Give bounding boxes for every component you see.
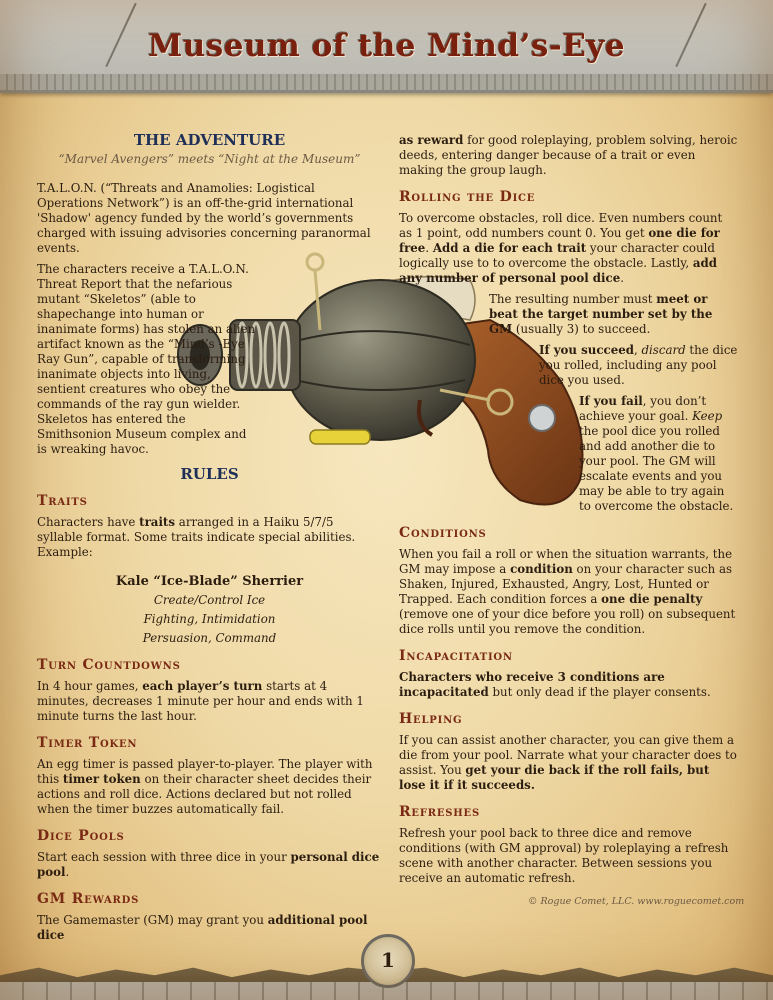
traits-heading: Traits xyxy=(37,493,88,509)
incapacitation-paragraph xyxy=(399,670,739,700)
helping-heading: Helping xyxy=(399,711,463,727)
bold-span: timer token xyxy=(62,772,141,786)
threat-report-text: The characters receive a T.A.L.O.N. Threat Report that the nefarious mutant “Skeletos” (able to shapechange into human or inanimate forms) has stolen an alien artifact known as the “Mind’s -Eye Ray Gun”, capable of transforming inanimate objects into living, sentient creatures who obey the commands of the ray gun wielder. Skeletos has entered the Smithsonion Museum complex and is wreaking havoc. xyxy=(37,262,256,456)
helping-paragraph xyxy=(399,733,739,793)
text-span: the dice you rolled, including any pool dice you used. xyxy=(539,343,738,387)
turn-countdowns-heading: Turn Countdowns xyxy=(37,657,181,673)
adventure-heading: THE ADVENTURE xyxy=(133,131,286,149)
left-column xyxy=(37,133,382,949)
bold-span: as reward xyxy=(399,133,464,147)
bold-span: condition xyxy=(510,562,573,576)
text-span: When you fail a roll or when the situation warrants, the GM may impose a xyxy=(399,547,733,576)
talon-paragraph: T.A.L.O.N. (“Threats and Anamolies: Logistical Operations Network”) is an off-the-grid international 'Shadow' agency funded by the world’s governments charged with issuing advisories concerning paranormal events. xyxy=(37,181,371,255)
text-span: starts at 4 minutes, decreases 1 minute per hour and ends with 1 minute turns the last hour. xyxy=(37,679,364,723)
adventure-subtitle: “Marvel Avengers” meets “Night at the Museum” xyxy=(58,152,361,166)
dice-pools-paragraph xyxy=(37,850,382,880)
text-span: (remove one of your dice before you roll) on subsequent dice rolls until you remove the condition. xyxy=(399,607,736,636)
bold-span: If you succeed xyxy=(539,343,634,357)
timer-token-heading: Timer Token xyxy=(37,735,138,751)
text-span: If you can assist another character, you can give them a die from your pool. Narrate what your character does to assist. You xyxy=(399,733,737,777)
bold-span: get your die back if the roll fails, but lose it if it succeeds. xyxy=(399,763,710,792)
italic-span: Keep xyxy=(692,409,723,423)
text-span: The Gamemaster (GM) may grant you xyxy=(37,913,268,927)
bold-span: additional pool dice xyxy=(37,913,368,942)
text-span: , xyxy=(633,343,642,357)
fail-paragraph xyxy=(579,394,739,514)
example-trait-line: Fighting, Intimidation xyxy=(143,612,276,626)
right-column xyxy=(399,133,739,892)
bold-span: Add a die for each trait xyxy=(432,241,587,255)
text-span: In 4 hour games, xyxy=(37,679,143,693)
threat-report-paragraph xyxy=(37,262,257,457)
rolling-dice-paragraph xyxy=(399,211,739,286)
text-span: the pool dice you rolled and add another die to your pool. The GM will escalate events and you may be able to try again to overcome the obstacle. xyxy=(579,424,734,513)
refreshes-paragraph: Refresh your pool back to three dice and remove conditions (with GM approval) by roleplaying a refresh scene with another character. Between sessions you receive an automatic refresh. xyxy=(399,826,729,885)
text-span: . xyxy=(65,865,70,879)
copyright-notice: © Rogue Comet, LLC. www.roguecomet.com xyxy=(528,896,745,907)
target-number-paragraph xyxy=(489,292,739,337)
gm-rewards-heading: GM Rewards xyxy=(37,891,140,907)
stone-band xyxy=(0,74,773,90)
text-span: , you don’t achieve your goal. xyxy=(579,394,707,423)
text-span: . xyxy=(620,271,624,285)
text-span: Characters have xyxy=(37,515,140,529)
example-trait-line: Create/Control Ice xyxy=(153,593,266,607)
page-number-medallion xyxy=(361,934,415,988)
text-span: on their character sheet decides their actions and roll dice. Actions declared but not rolled when the timer buzzes automatically fail. xyxy=(37,772,372,816)
dice-pools-heading: Dice Pools xyxy=(37,828,125,844)
bold-span: one die for free xyxy=(399,226,720,255)
text-span: To overcome obstacles, roll dice. Even numbers count as 1 point, odd numbers count 0. You get xyxy=(399,211,723,240)
bold-span: each player’s turn xyxy=(142,679,263,693)
turn-countdowns-paragraph xyxy=(37,679,382,724)
text-span: arranged in a Haiku 5/7/5 syllable format. Some traits indicate special abilities. Example: xyxy=(37,515,356,559)
traits-paragraph xyxy=(37,515,382,560)
rolling-dice-heading: Rolling the Dice xyxy=(399,189,536,205)
bold-span: meet or beat the target number set by the GM xyxy=(489,292,713,336)
example-trait-line: Persuasion, Command xyxy=(142,631,277,645)
text-span: Start each session with three dice in your xyxy=(37,850,291,864)
text-span: but only dead if the player consents. xyxy=(488,685,711,699)
italic-span: discard xyxy=(641,343,686,357)
text-span: on your character such as Shaken, Injured, Exhausted, Angry, Lost, Hunted or Trapped. Each condition forces a xyxy=(399,562,733,606)
text-span: (usually 3) to succeed. xyxy=(512,322,651,336)
incapacitation-heading: Incapacitation xyxy=(399,648,513,664)
page-number: 1 xyxy=(381,948,395,972)
text-span: for good roleplaying, problem solving, heroic deeds, entering danger because of a trait or even making the group laugh. xyxy=(399,133,738,177)
gm-rewards-continued xyxy=(399,133,739,178)
text-span: your character could logically use to to overcome the obstacle. Lastly, xyxy=(399,241,715,270)
page-title: Museum of the Mind’s-Eye xyxy=(147,28,626,64)
text-span: The resulting number must xyxy=(489,292,657,306)
text-span: An egg timer is passed player-to-player. The player with this xyxy=(37,757,373,786)
bold-span: one die penalty xyxy=(601,592,703,606)
trait-example xyxy=(37,574,382,646)
rules-heading: RULES xyxy=(180,465,239,483)
bold-span: add any number of personal pool dice xyxy=(399,256,717,285)
bold-span: personal dice pool xyxy=(37,850,380,879)
header-banner xyxy=(0,0,773,93)
timer-token-paragraph xyxy=(37,757,382,817)
conditions-paragraph xyxy=(399,547,739,637)
refreshes-heading: Refreshes xyxy=(399,804,481,820)
text-span: . xyxy=(425,241,433,255)
conditions-heading: Conditions xyxy=(399,525,487,541)
example-character-name: Kale “Ice-Blade” Sherrier xyxy=(115,574,304,589)
bold-span: If you fail xyxy=(579,394,643,408)
bold-span: traits xyxy=(139,515,176,529)
bold-span: Characters who receive 3 conditions are incapacitated xyxy=(399,670,665,699)
succeed-paragraph xyxy=(539,343,739,388)
